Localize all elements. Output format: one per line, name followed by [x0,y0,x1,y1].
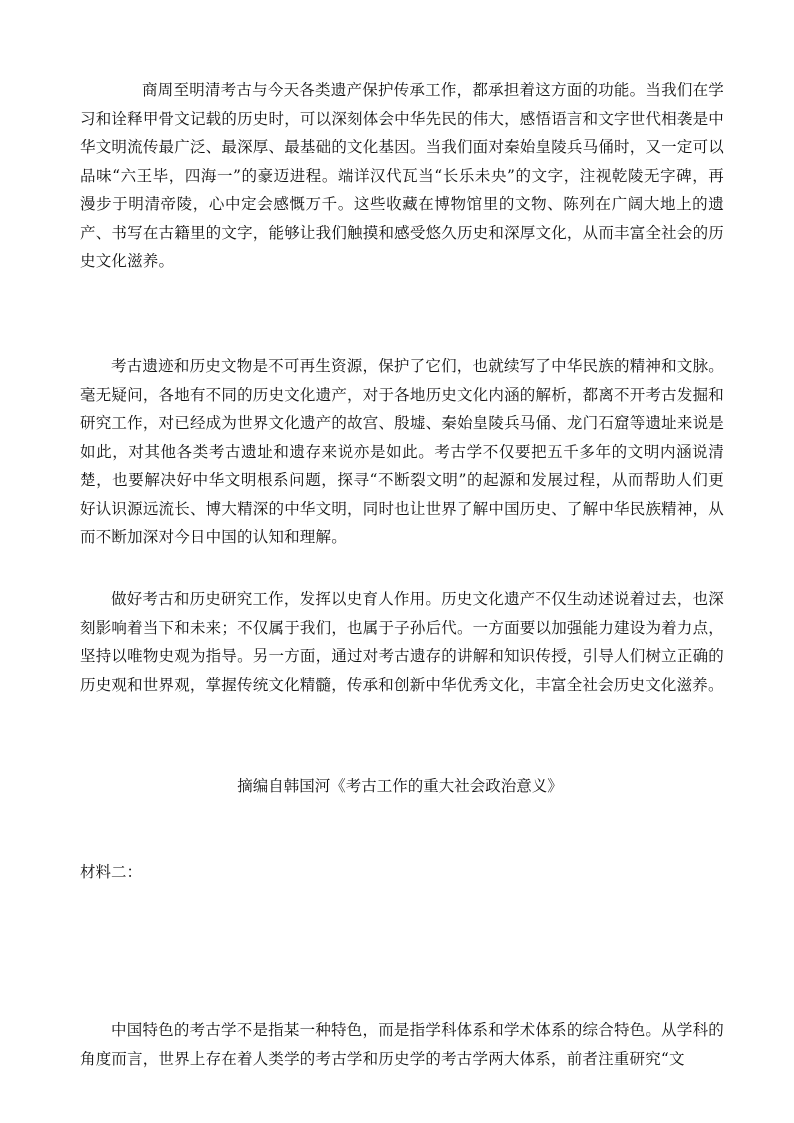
material-two-label: 材料二： [80,863,143,881]
paragraph-4: 中国特色的考古学不是指某一种特色，而是指学科体系和学术体系的综合特色。从学科的角度而言，世界上存在着人类学的考古学和历史学的考古学两大体系，前者注重研究“文 [80,1021,724,1068]
paragraph-2: 考古遗迹和历史文物是不可再生资源，保护了它们，也就续写了中华民族的精神和文脉。毫无疑问，各地有不同的历史文化遗产，对于各地历史文化内涵的解析，都离不开考古发掘和研究工作，对已经成为世界文化遗产的故宫、殷墟、秦始皇陵兵马俑、龙门石窟等遗址来说是如此，对其他各类考古遗址和遗存来说亦是如此。考古学不仅要把五千多年的文明内涵说清楚，也要解决好中华文明根系问题，探寻“不断裂文明”的起源和发展过程，从而帮助人们更好认识源远流长、博大精深的中华文明，同时也让世界了解中国历史、了解中华民族精神，从而不断加深对今日中国的认知和理解。 [80,357,724,546]
paragraph-1: 商周至明清考古与今天各类遗产保护传承工作，都承担着这方面的功能。当我们在学习和诠释甲骨文记载的历史时，可以深刻体会中华先民的伟大，感悟语言和文字世代相袭是中华文明流传最广泛、最深厚、最基础的文化基因。当我们面对秦始皇陵兵马俑时，又一定可以品味“六王毕，四海一”的豪迈进程。端详汉代瓦当“长乐未央”的文字，注视乾陵无字碑，再漫步于明清帝陵，心中定会感慨万千。这些收藏在博物馆里的文物、陈列在广阔大地上的遗产、书写在古籍里的文字，能够让我们触摸和感受悠久历史和深厚文化，从而丰富全社会的历史文化滋养。 [80,81,724,270]
source-citation: 摘编自韩国河《考古工作的重大社会政治意义》 [237,777,563,795]
paragraph-3: 做好考古和历史研究工作，发挥以史育人作用。历史文化遗产不仅生动述说着过去，也深刻影响着当下和未来；不仅属于我们，也属于子孙后代。一方面要以加强能力建设为着力点，坚持以唯物史观为指导。另一方面，通过对考古遗存的讲解和知识传授，引导人们树立正确的历史观和世界观，掌握传统文化精髓，传承和创新中华优秀文化，丰富全社会历史文化滋养。 [80,590,724,694]
